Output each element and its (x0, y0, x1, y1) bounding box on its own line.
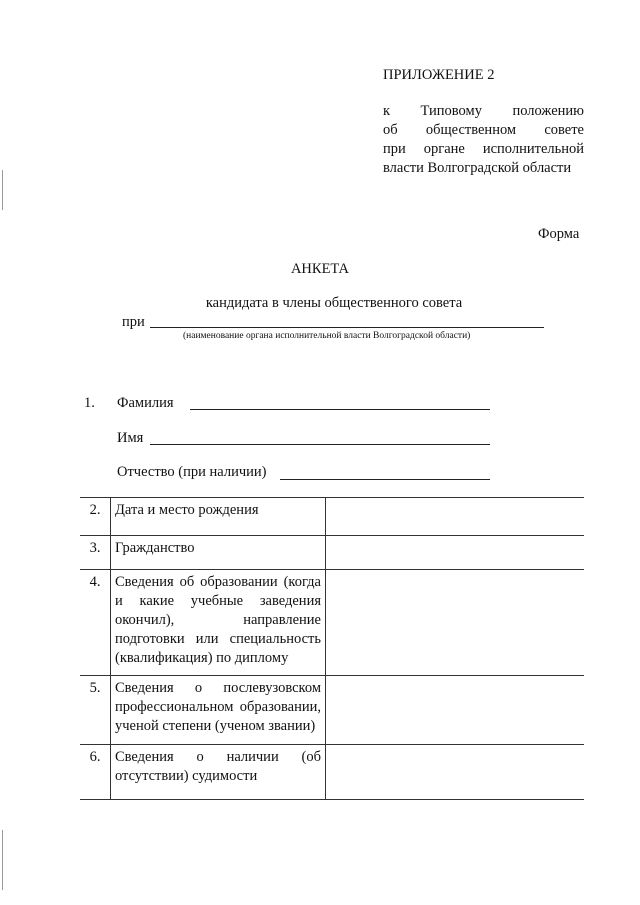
row-label: Дата и место рождения (111, 498, 326, 536)
first-name-label: Имя (117, 430, 144, 446)
form-label: Форма (538, 226, 580, 242)
scan-margin-mark (2, 170, 3, 210)
row-number: 2. (80, 498, 111, 536)
table-row (80, 498, 584, 536)
appendix-line-4: власти Волгоградской области (383, 160, 572, 176)
row-answer-cell[interactable] (326, 536, 585, 570)
table-row (80, 676, 584, 745)
organization-name-line (150, 327, 544, 328)
row-number: 6. (80, 745, 111, 800)
appendix-title: ПРИЛОЖЕНИЕ 2 (383, 67, 495, 83)
organization-hint: (наименование органа исполнительной власти Волгоградской области) (183, 331, 471, 341)
row-label: Гражданство (111, 536, 326, 570)
row-answer-cell[interactable] (326, 498, 585, 536)
patronymic-label: Отчество (при наличии) (117, 464, 267, 480)
row-label: Сведения об образовании (когда и какие учебные заведения окончил), направление подготовки или специальность (квалификация) по диплому (111, 570, 326, 676)
questionnaire-table (80, 497, 584, 800)
row-label: Сведения о наличии (об отсутствии) судимости (111, 745, 326, 800)
row-label: Сведения о послевузовском профессиональном образовании, ученой степени (ученом звании) (111, 676, 326, 745)
document-subheading: кандидата в члены общественного совета (205, 295, 463, 311)
table-row (80, 745, 584, 800)
row-answer-cell[interactable] (326, 745, 585, 800)
surname-line[interactable] (190, 409, 490, 410)
row-number: 4. (80, 570, 111, 676)
patronymic-line[interactable] (280, 479, 490, 480)
appendix-line-2: об общественном совете (383, 122, 584, 138)
row-answer-cell[interactable] (326, 676, 585, 745)
row-number: 5. (80, 676, 111, 745)
section-1-number: 1. (84, 395, 95, 411)
pri-label: при (122, 314, 145, 330)
appendix-line-1: к Типовому положению (383, 103, 584, 119)
row-number: 3. (80, 536, 111, 570)
table-row (80, 570, 584, 676)
surname-label: Фамилия (117, 395, 174, 411)
row-answer-cell[interactable] (326, 570, 585, 676)
table-row (80, 536, 584, 570)
document-heading: АНКЕТА (290, 261, 350, 277)
first-name-line[interactable] (150, 444, 490, 445)
scan-margin-mark (2, 830, 3, 890)
appendix-line-3: при органе исполнительной (383, 141, 584, 157)
